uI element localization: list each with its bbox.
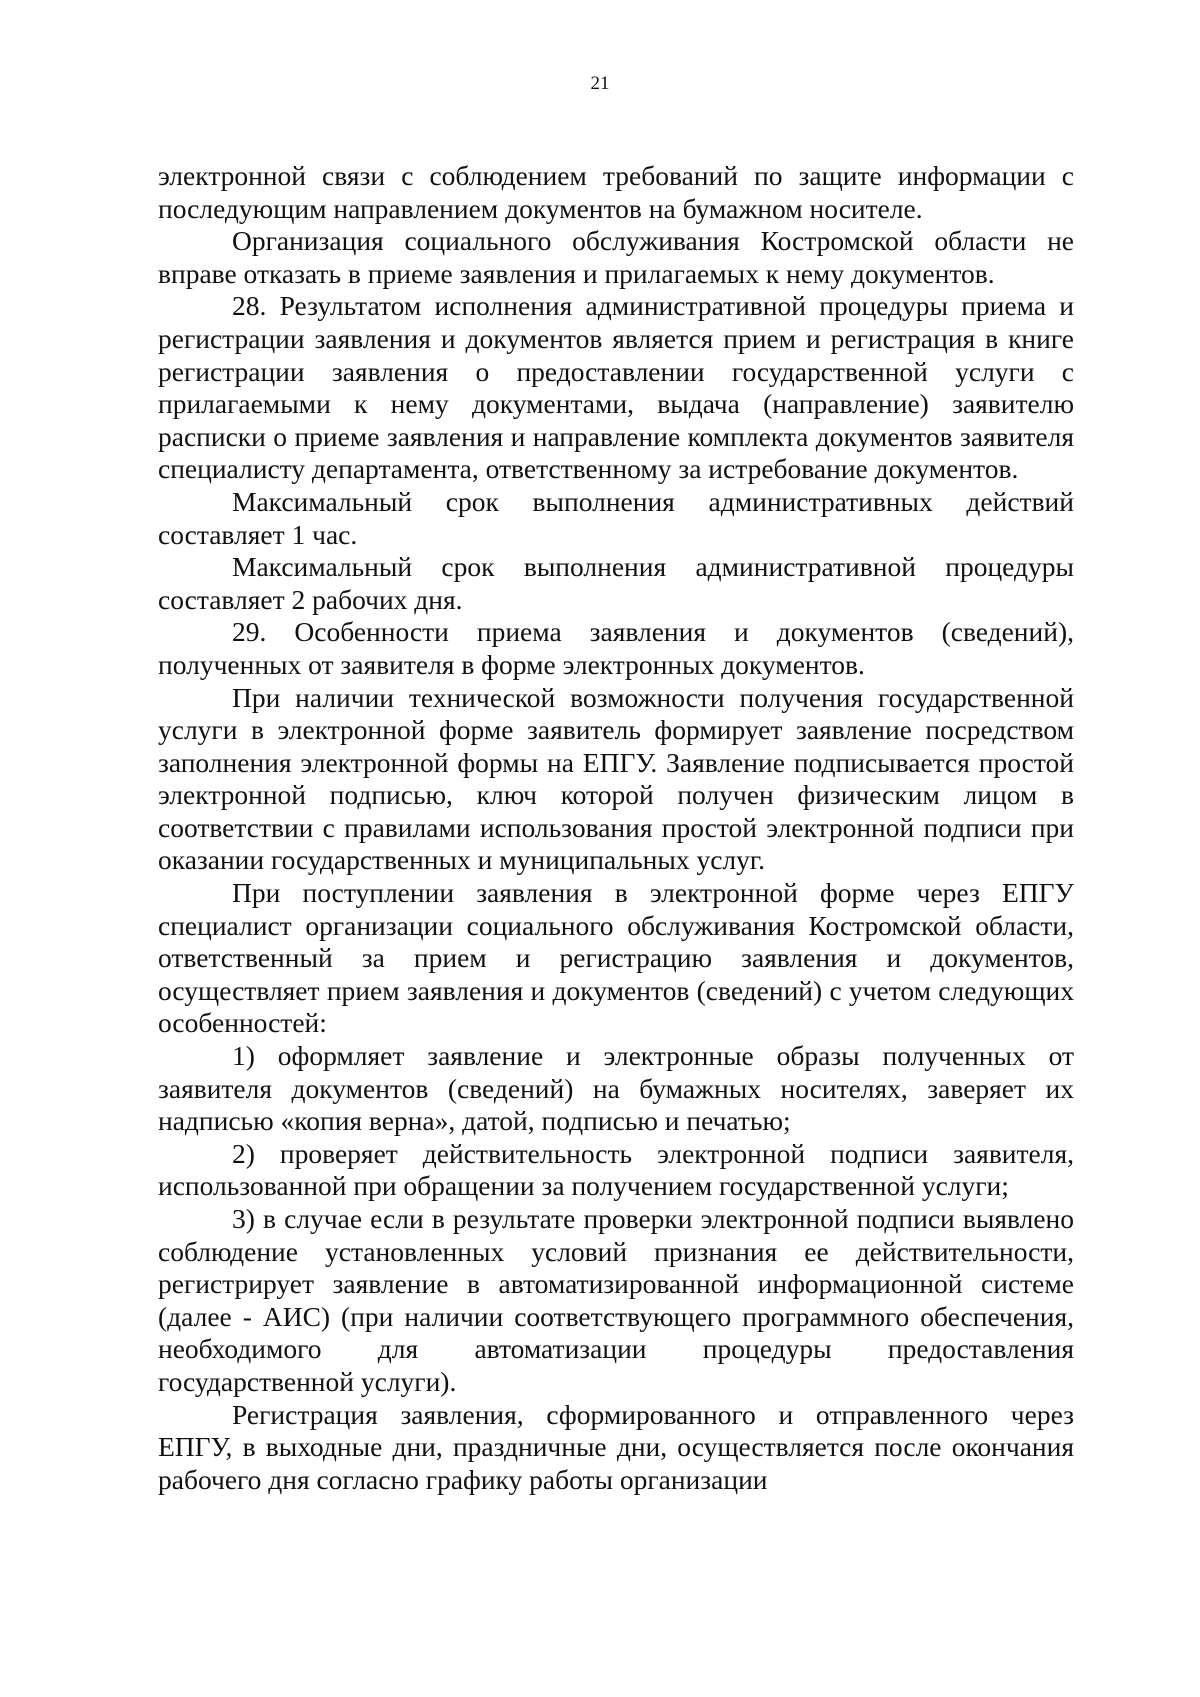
paragraph: Максимальный срок выполнения административной процедуры составляет 2 рабочих дня. [158, 551, 1074, 615]
paragraph: Регистрация заявления, сформированного и отправленного через ЕПГУ, в выходные дни, праздничные дни, осуществляется после окончания рабочего дня согласно графику работы организации [158, 1398, 1074, 1495]
paragraph: При наличии технической возможности получения государственной услуги в электронной форме заявитель формирует заявление посредством заполнения электронной формы на ЕПГУ. Заявление подписывается простой электронной подписью, ключ которой получен физическим лицом в соответствии с правилами использования простой электронной подписи при оказании государственных и муниципальных услуг. [158, 681, 1074, 876]
paragraph: электронной связи с соблюдением требований по защите информации с последующим направлением документов на бумажном носителе. [158, 160, 1074, 224]
paragraph: Максимальный срок выполнения административных действий составляет 1 час. [158, 485, 1074, 550]
paragraph: При поступлении заявления в электронной форме через ЕПГУ специалист организации социального обслуживания Костромской области, ответственный за прием и регистрацию заявления и документов, осуществляет прием заявления и документов (сведений) с учетом следующих особенностей: [158, 877, 1074, 1039]
page-number: 21 [590, 73, 610, 94]
paragraph: Организация социального обслуживания Костромской области не вправе отказать в приеме заявления и прилагаемых к нему документов. [158, 225, 1074, 289]
paragraph-item-28: 28. Результатом исполнения административной процедуры приема и регистрации заявления и документов является прием и регистрация в книге регистрации заявления о предоставлении государственной услуги с прилагаемыми к нему документами, выдача (направление) заявителю расписки о приеме заявления и направление комплекта документов заявителя специалисту департамента, ответственному за истребование документов. [158, 290, 1074, 485]
paragraph-item-29: 29. Особенности приема заявления и документов (сведений), полученных от заявителя в форме электронных документов. [158, 616, 1074, 680]
document-body [158, 160, 1074, 1496]
list-item: 3) в случае если в результате проверки электронной подписи выявлено соблюдение установленных условий признания ее действительности, регистрирует заявление в автоматизированной информационной системе (далее - АИС) (при наличии соответствующего программного обеспечения, необходимого для автоматизации процедуры предоставления государственной услуги). [158, 1203, 1074, 1397]
list-item: 2) проверяет действительность электронной подписи заявителя, использованной при обращении за получением государственной услуги; [158, 1137, 1074, 1202]
list-item: 1) оформляет заявление и электронные образы полученных от заявителя документов (сведений) на бумажных носителях, заверяет их надписью «копия верна», датой, подписью и печатью; [158, 1040, 1074, 1137]
